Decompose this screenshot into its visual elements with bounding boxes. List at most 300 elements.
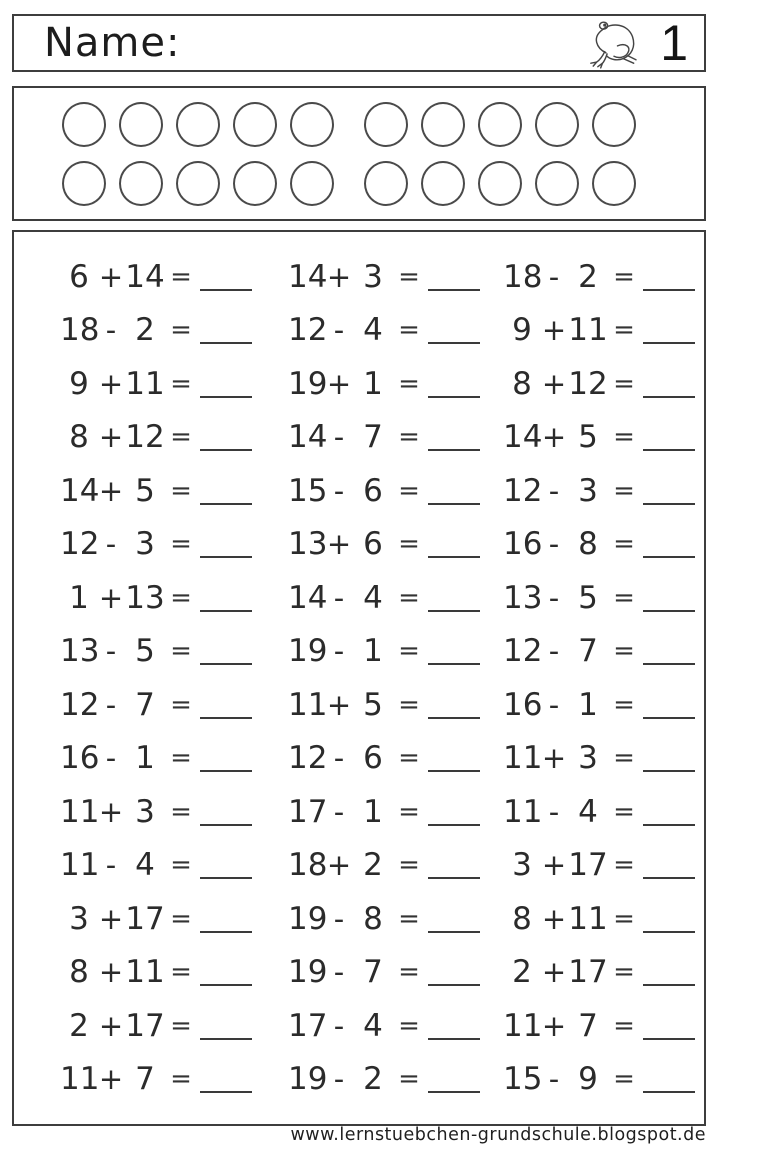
problem-cell (503, 999, 695, 1053)
operand-2: 5 (578, 579, 598, 616)
equals-sign: = (398, 743, 420, 774)
counting-circle[interactable] (290, 161, 334, 206)
operator: - (333, 580, 345, 615)
counting-circle[interactable] (535, 102, 579, 147)
operand-2: 1 (135, 740, 155, 777)
operator: + (326, 848, 352, 883)
answer-blank[interactable] (200, 610, 252, 612)
operator: - (548, 794, 560, 829)
name-label: Name: (44, 20, 181, 66)
operator: + (326, 366, 352, 401)
operator: - (548, 687, 560, 722)
operand-2: 13 (125, 579, 165, 616)
problem-cell (60, 999, 252, 1053)
circle-group (364, 161, 636, 206)
header-box (12, 14, 706, 72)
operand-2: 17 (568, 847, 608, 884)
operand-1: 17 (288, 793, 328, 830)
operator: + (541, 955, 567, 990)
problem-cell (60, 785, 252, 839)
operator: + (98, 420, 124, 455)
equals-sign: = (398, 689, 420, 720)
answer-blank[interactable] (200, 824, 252, 826)
answer-blank[interactable] (428, 396, 480, 398)
problem-cell (288, 518, 480, 572)
operand-1: 19 (288, 900, 328, 937)
problem-cell (288, 250, 480, 304)
answer-blank[interactable] (428, 556, 480, 558)
counting-circle[interactable] (421, 161, 465, 206)
problem-cell (503, 678, 695, 732)
operand-2: 7 (135, 1061, 155, 1098)
equals-sign: = (613, 1064, 635, 1095)
equals-sign: = (613, 582, 635, 613)
answer-blank[interactable] (643, 396, 695, 398)
equals-sign: = (398, 796, 420, 827)
operand-2: 6 (363, 472, 383, 509)
equals-sign: = (613, 422, 635, 453)
operator: - (548, 1062, 560, 1097)
operand-1: 11 (60, 847, 100, 884)
operand-1: 11 (60, 1061, 100, 1098)
problem-cell (503, 518, 695, 572)
operator: - (105, 741, 117, 776)
operand-2: 3 (578, 472, 598, 509)
counting-circle[interactable] (364, 161, 408, 206)
equals-sign: = (170, 261, 192, 292)
operand-2: 8 (578, 526, 598, 563)
answer-blank[interactable] (428, 663, 480, 665)
equals-sign: = (170, 636, 192, 667)
answer-blank[interactable] (643, 556, 695, 558)
counting-circle[interactable] (119, 161, 163, 206)
operator: + (326, 687, 352, 722)
problem-cell (503, 785, 695, 839)
operand-2: 6 (363, 740, 383, 777)
answer-blank[interactable] (643, 663, 695, 665)
operand-1: 8 (512, 900, 532, 937)
operand-2: 12 (568, 365, 608, 402)
problem-cell (60, 625, 252, 679)
operator: - (548, 473, 560, 508)
equals-sign: = (398, 1064, 420, 1095)
problem-cell (60, 464, 252, 518)
problem-cell (503, 839, 695, 893)
answer-blank[interactable] (200, 770, 252, 772)
equals-sign: = (170, 1064, 192, 1095)
counting-circle[interactable] (62, 161, 106, 206)
problem-cell (60, 411, 252, 465)
problem-cell (288, 839, 480, 893)
problem-cell (288, 411, 480, 465)
operand-2: 7 (135, 686, 155, 723)
operator: + (326, 527, 352, 562)
answer-blank[interactable] (428, 984, 480, 986)
operand-2: 4 (363, 579, 383, 616)
equals-sign: = (613, 261, 635, 292)
operand-2: 9 (578, 1061, 598, 1098)
problems-panel (12, 230, 706, 1126)
operator: - (548, 580, 560, 615)
operand-2: 11 (125, 954, 165, 991)
operator: - (333, 420, 345, 455)
operator: - (333, 741, 345, 776)
circle-row (62, 102, 704, 147)
operand-2: 11 (125, 365, 165, 402)
operand-1: 14 (503, 419, 543, 456)
equals-sign: = (398, 957, 420, 988)
operand-2: 7 (578, 1007, 598, 1044)
problem-cell (503, 892, 695, 946)
problems-column-1 (60, 250, 252, 1106)
operand-2: 3 (135, 526, 155, 563)
page-number: 1 (660, 15, 688, 71)
answer-blank[interactable] (428, 1038, 480, 1040)
counting-circle[interactable] (176, 102, 220, 147)
answer-blank[interactable] (200, 717, 252, 719)
answer-blank[interactable] (200, 449, 252, 451)
problem-cell (288, 625, 480, 679)
operand-2: 5 (135, 472, 155, 509)
operand-1: 1 (69, 579, 89, 616)
problem-cell (60, 518, 252, 572)
counting-circle[interactable] (535, 161, 579, 206)
operand-1: 19 (288, 1061, 328, 1098)
operand-1: 11 (503, 1007, 543, 1044)
operand-1: 16 (60, 740, 100, 777)
operand-2: 5 (363, 686, 383, 723)
operator: - (548, 527, 560, 562)
answer-blank[interactable] (428, 770, 480, 772)
answer-blank[interactable] (200, 984, 252, 986)
answer-blank[interactable] (643, 503, 695, 505)
operand-2: 17 (125, 900, 165, 937)
equals-sign: = (170, 422, 192, 453)
answer-blank[interactable] (643, 449, 695, 451)
problem-cell (288, 357, 480, 411)
equals-sign: = (613, 850, 635, 881)
answer-blank[interactable] (643, 1091, 695, 1093)
operator: - (105, 848, 117, 883)
operator: - (105, 634, 117, 669)
operator: + (98, 901, 124, 936)
answer-blank[interactable] (643, 342, 695, 344)
operator: + (98, 473, 124, 508)
problems-column-3 (503, 250, 695, 1106)
operand-1: 18 (503, 258, 543, 295)
answer-blank[interactable] (428, 449, 480, 451)
answer-blank[interactable] (428, 931, 480, 933)
equals-sign: = (398, 636, 420, 667)
counting-circle[interactable] (478, 161, 522, 206)
equals-sign: = (613, 903, 635, 934)
equals-sign: = (613, 475, 635, 506)
equals-sign: = (170, 743, 192, 774)
answer-blank[interactable] (428, 1091, 480, 1093)
circle-row (62, 161, 704, 206)
equals-sign: = (613, 743, 635, 774)
operand-2: 3 (135, 793, 155, 830)
counting-circle[interactable] (592, 161, 636, 206)
operator: + (98, 366, 124, 401)
counting-circle[interactable] (233, 161, 277, 206)
operand-2: 17 (568, 954, 608, 991)
problem-cell (503, 732, 695, 786)
equals-sign: = (398, 850, 420, 881)
equals-sign: = (170, 475, 192, 506)
equals-sign: = (398, 368, 420, 399)
operand-1: 13 (288, 526, 328, 563)
answer-blank[interactable] (428, 824, 480, 826)
equals-sign: = (613, 796, 635, 827)
operand-2: 5 (578, 419, 598, 456)
operator: - (333, 1008, 345, 1043)
operand-1: 2 (512, 954, 532, 991)
equals-sign: = (170, 315, 192, 346)
operand-2: 7 (363, 419, 383, 456)
problem-cell (503, 571, 695, 625)
operand-1: 2 (69, 1007, 89, 1044)
operator: + (98, 259, 124, 294)
answer-blank[interactable] (428, 717, 480, 719)
equals-sign: = (170, 368, 192, 399)
operand-2: 3 (578, 740, 598, 777)
answer-blank[interactable] (643, 770, 695, 772)
problem-cell (503, 250, 695, 304)
equals-sign: = (398, 261, 420, 292)
answer-blank[interactable] (200, 877, 252, 879)
operand-1: 13 (60, 633, 100, 670)
counting-circle[interactable] (421, 102, 465, 147)
operator: + (326, 259, 352, 294)
circle-group (62, 102, 334, 147)
counting-box (12, 86, 706, 221)
operator: + (98, 1008, 124, 1043)
problem-cell (60, 839, 252, 893)
operand-2: 1 (363, 633, 383, 670)
problem-cell (503, 1053, 695, 1107)
operand-1: 9 (512, 312, 532, 349)
answer-blank[interactable] (643, 931, 695, 933)
operand-1: 17 (288, 1007, 328, 1044)
answer-blank[interactable] (428, 342, 480, 344)
operand-2: 7 (578, 633, 598, 670)
operator: - (333, 473, 345, 508)
operand-1: 14 (288, 579, 328, 616)
operand-1: 19 (288, 954, 328, 991)
operator: - (105, 313, 117, 348)
operand-1: 18 (288, 847, 328, 884)
operand-2: 4 (363, 1007, 383, 1044)
answer-blank[interactable] (200, 556, 252, 558)
operator: - (548, 259, 560, 294)
answer-blank[interactable] (428, 877, 480, 879)
answer-blank[interactable] (643, 877, 695, 879)
equals-sign: = (170, 796, 192, 827)
operator: + (98, 794, 124, 829)
operand-2: 7 (363, 954, 383, 991)
answer-blank[interactable] (200, 396, 252, 398)
counting-circle[interactable] (592, 102, 636, 147)
problem-cell (60, 1053, 252, 1107)
operand-1: 18 (60, 312, 100, 349)
operand-1: 12 (288, 740, 328, 777)
problem-cell (503, 464, 695, 518)
equals-sign: = (170, 850, 192, 881)
equals-sign: = (613, 689, 635, 720)
operand-1: 11 (288, 686, 328, 723)
problem-cell (288, 892, 480, 946)
problem-cell (288, 678, 480, 732)
counting-circle[interactable] (478, 102, 522, 147)
problem-cell (288, 785, 480, 839)
equals-sign: = (170, 529, 192, 560)
equals-sign: = (398, 475, 420, 506)
operand-2: 17 (125, 1007, 165, 1044)
operand-1: 12 (503, 633, 543, 670)
operand-1: 14 (60, 472, 100, 509)
operand-1: 8 (69, 954, 89, 991)
problem-cell (503, 304, 695, 358)
operand-1: 15 (288, 472, 328, 509)
problem-cell (60, 571, 252, 625)
equals-sign: = (613, 957, 635, 988)
answer-blank[interactable] (200, 342, 252, 344)
counting-circle[interactable] (364, 102, 408, 147)
operator: - (333, 634, 345, 669)
operator: - (333, 1062, 345, 1097)
problem-cell (503, 946, 695, 1000)
equals-sign: = (170, 582, 192, 613)
equals-sign: = (398, 903, 420, 934)
equals-sign: = (398, 422, 420, 453)
answer-blank[interactable] (643, 824, 695, 826)
operand-1: 8 (512, 365, 532, 402)
circle-group (364, 102, 636, 147)
answer-blank[interactable] (428, 503, 480, 505)
operand-1: 6 (69, 258, 89, 295)
operator: + (541, 420, 567, 455)
problem-cell (60, 946, 252, 1000)
problem-cell (288, 571, 480, 625)
operand-1: 14 (288, 258, 328, 295)
problem-cell (60, 732, 252, 786)
equals-sign: = (398, 1010, 420, 1041)
answer-blank[interactable] (200, 663, 252, 665)
operand-2: 5 (135, 633, 155, 670)
equals-sign: = (170, 903, 192, 934)
operator: + (541, 366, 567, 401)
problem-cell (288, 732, 480, 786)
operand-1: 8 (69, 419, 89, 456)
operand-1: 12 (503, 472, 543, 509)
answer-blank[interactable] (643, 1038, 695, 1040)
operator: - (105, 527, 117, 562)
operand-2: 2 (578, 258, 598, 295)
operand-2: 3 (363, 258, 383, 295)
operator: - (105, 687, 117, 722)
counting-circle[interactable] (290, 102, 334, 147)
equals-sign: = (613, 1010, 635, 1041)
answer-blank[interactable] (200, 503, 252, 505)
problem-cell (288, 1053, 480, 1107)
operand-2: 4 (363, 312, 383, 349)
answer-blank[interactable] (643, 289, 695, 291)
operand-2: 8 (363, 900, 383, 937)
operator: + (541, 1008, 567, 1043)
answer-blank[interactable] (643, 610, 695, 612)
operand-1: 9 (69, 365, 89, 402)
operator: + (98, 580, 124, 615)
problem-cell (60, 892, 252, 946)
operand-1: 3 (69, 900, 89, 937)
circle-group (62, 161, 334, 206)
equals-sign: = (613, 368, 635, 399)
operand-2: 2 (363, 847, 383, 884)
operator: + (541, 313, 567, 348)
operator: + (541, 741, 567, 776)
operand-2: 1 (363, 793, 383, 830)
answer-blank[interactable] (200, 1091, 252, 1093)
operand-1: 16 (503, 526, 543, 563)
answer-blank[interactable] (200, 289, 252, 291)
counting-circle[interactable] (176, 161, 220, 206)
problem-cell (60, 678, 252, 732)
equals-sign: = (613, 636, 635, 667)
counting-circle[interactable] (62, 102, 106, 147)
operand-2: 1 (363, 365, 383, 402)
counting-circle[interactable] (233, 102, 277, 147)
operator: + (541, 848, 567, 883)
operand-1: 12 (60, 526, 100, 563)
operand-2: 12 (125, 419, 165, 456)
answer-blank[interactable] (428, 610, 480, 612)
operator: - (548, 634, 560, 669)
answer-blank[interactable] (200, 931, 252, 933)
problem-cell (503, 625, 695, 679)
operand-1: 3 (512, 847, 532, 884)
operand-1: 11 (503, 740, 543, 777)
equals-sign: = (170, 1010, 192, 1041)
operator: - (333, 955, 345, 990)
operand-2: 2 (363, 1061, 383, 1098)
counting-circle[interactable] (119, 102, 163, 147)
answer-blank[interactable] (643, 984, 695, 986)
operand-1: 19 (288, 365, 328, 402)
problem-cell (288, 946, 480, 1000)
answer-blank[interactable] (428, 289, 480, 291)
answer-blank[interactable] (200, 1038, 252, 1040)
operand-2: 11 (568, 312, 608, 349)
operand-1: 13 (503, 579, 543, 616)
operand-1: 12 (288, 312, 328, 349)
problems-column-2 (288, 250, 480, 1106)
equals-sign: = (398, 582, 420, 613)
problem-cell (288, 999, 480, 1053)
answer-blank[interactable] (643, 717, 695, 719)
problem-cell (503, 411, 695, 465)
problem-cell (288, 304, 480, 358)
operand-1: 14 (288, 419, 328, 456)
equals-sign: = (170, 689, 192, 720)
operand-1: 12 (60, 686, 100, 723)
problem-cell (60, 357, 252, 411)
operand-1: 15 (503, 1061, 543, 1098)
equals-sign: = (613, 315, 635, 346)
operator: - (333, 313, 345, 348)
operator: - (333, 901, 345, 936)
operand-2: 2 (135, 312, 155, 349)
